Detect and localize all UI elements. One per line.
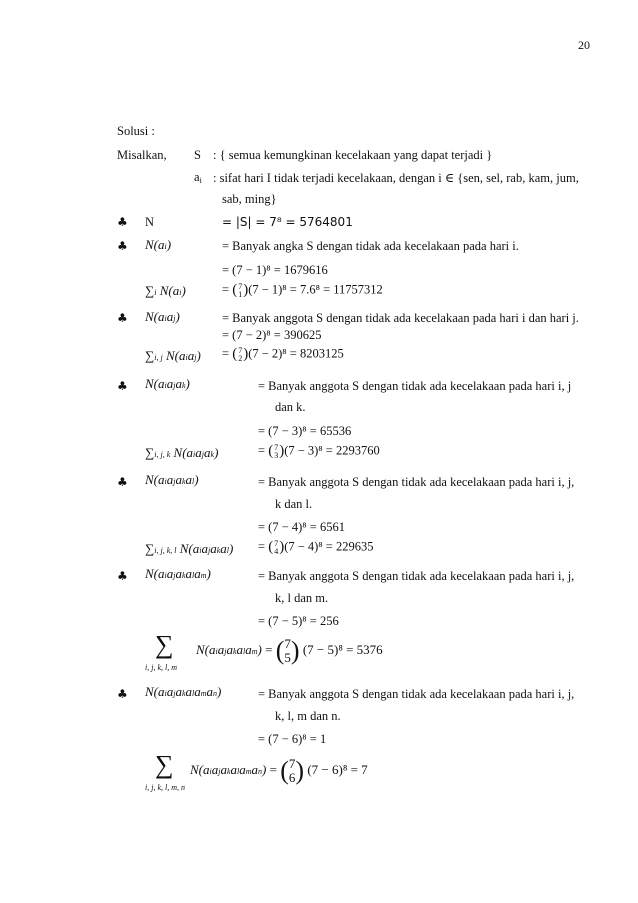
sigma-symbol: ∑ <box>155 750 174 779</box>
a3-definition-line2: dan k. <box>275 400 306 414</box>
a6-sum-value: N(aiajakalaman) = ( 7 6 ) (7 − 6)⁸ = 7 <box>190 756 368 785</box>
bullet-club-icon: ♣ <box>117 311 128 325</box>
a6-definition-line2: k, l, m dan n. <box>275 709 341 723</box>
a4-definition-line2: k dan l. <box>275 497 313 511</box>
a-definition-line2: sab, ming} <box>222 192 277 206</box>
bullet-club-icon: ♣ <box>117 687 128 701</box>
a6-definition-line1: = Banyak anggota S dengan tidak ada kecelakaan pada hari i, j, <box>258 687 575 701</box>
n-value: = |S| = 7⁸ = 5764801 <box>222 215 353 229</box>
page-number: 20 <box>578 38 590 52</box>
a5-definition-line2: k, l dan m. <box>275 591 329 605</box>
term-n-aiajakalaman: N(aiajakalaman) <box>145 684 222 699</box>
a2-sum-value: = ( 7 2 )(7 − 2)⁸ = 8203125 <box>222 345 344 363</box>
a1-sum-value: = ( 7 1 )(7 − 1)⁸ = 7.6⁸ = 11757312 <box>222 281 383 299</box>
a3-sum-value: = ( 7 3 )(7 − 3)⁸ = 2293760 <box>258 442 380 460</box>
term-n-aiaj: N(aiaj) <box>145 309 180 324</box>
bullet-club-icon: ♣ <box>117 569 128 583</box>
a2-sum-label: ∑i, j N(aiaj) <box>145 348 201 363</box>
a6-sum-index: i, j, k, l, m, n <box>145 783 185 792</box>
bullet-club-icon: ♣ <box>117 215 128 229</box>
bullet-club-icon: ♣ <box>117 239 128 253</box>
a5-value: = (7 − 5)⁸ = 256 <box>258 614 339 628</box>
a4-definition-line1: = Banyak anggota S dengan tidak ada kecelakaan pada hari i, j, <box>258 475 575 489</box>
a6-value: = (7 − 6)⁸ = 1 <box>258 732 327 746</box>
a1-value: = (7 − 1)⁸ = 1679616 <box>222 263 328 277</box>
bullet-club-icon: ♣ <box>117 379 128 393</box>
a2-definition: = Banyak anggota S dengan tidak ada kecelakaan pada hari i dan hari j. <box>222 311 579 325</box>
a3-value: = (7 − 3)⁸ = 65536 <box>258 424 352 438</box>
term-n-aiajak: N(aiajak) <box>145 376 190 391</box>
a-symbol: ai <box>194 170 202 185</box>
term-n-ai: N(ai) <box>145 237 172 252</box>
term-n-aiajakalam: N(aiajakalam) <box>145 566 211 581</box>
misalkan-label: Misalkan, <box>117 148 167 162</box>
term-n-aiajakal: N(aiajakal) <box>145 472 199 487</box>
a4-value: = (7 − 4)⁸ = 6561 <box>258 520 345 534</box>
a3-sum-label: ∑i, j, k N(aiajak) <box>145 445 219 460</box>
a3-definition-line1: = Banyak anggota S dengan tidak ada kecelakaan pada hari i, j <box>258 379 572 393</box>
a1-definition: = Banyak angka S dengan tidak ada kecelakaan pada hari i. <box>222 239 519 253</box>
sigma-symbol: ∑ <box>155 630 174 659</box>
a2-value: = (7 − 2)⁸ = 390625 <box>222 328 322 342</box>
s-definition: : { semua kemungkinan kecelakaan yang dapat terjadi } <box>213 148 493 162</box>
a4-sum-label: ∑i, j, k, l N(aiajakal) <box>145 541 234 556</box>
a5-sum-index: i, j, k, l, m <box>145 663 177 672</box>
a4-sum-value: = ( 7 4 )(7 − 4)⁸ = 229635 <box>258 538 374 556</box>
a-definition-line1: : sifat hari I tidak terjadi kecelakaan, dengan i ∈ {sen, sel, rab, kam, jum, <box>213 171 579 185</box>
solusi-heading: Solusi : <box>117 124 155 138</box>
a5-sum-value: N(aiajakalam) = ( 7 5 ) (7 − 5)⁸ = 5376 <box>196 636 383 665</box>
a5-definition-line1: = Banyak anggota S dengan tidak ada kecelakaan pada hari i, j, <box>258 569 575 583</box>
bullet-club-icon: ♣ <box>117 475 128 489</box>
a1-sum-label: ∑i N(ai) <box>145 283 186 298</box>
n-label: N <box>145 215 155 229</box>
s-symbol: S <box>194 148 201 162</box>
